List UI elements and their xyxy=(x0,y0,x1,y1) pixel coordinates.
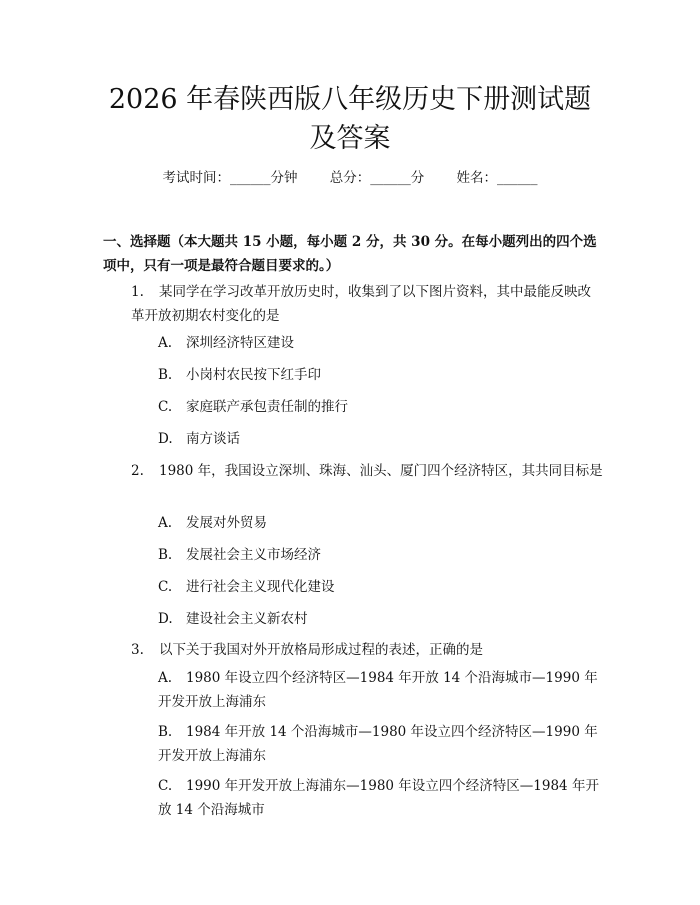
exam-time-field: 考试时间：______分钟 xyxy=(162,170,298,186)
option-2c: C. 进行社会主义现代化建设 xyxy=(158,579,335,595)
option-2a: A. 发展对外贸易 xyxy=(158,515,267,531)
option-1d: D. 南方谈话 xyxy=(158,431,240,447)
question-number: 3. xyxy=(131,642,144,658)
exam-meta xyxy=(0,168,700,188)
student-name-field: 姓名：______ xyxy=(456,170,538,186)
option-1b: B. 小岗村农民按下红手印 xyxy=(158,367,321,383)
option-1c: C. 家庭联产承包责任制的推行 xyxy=(158,399,348,415)
question-stem: 1980 年，我国设立深圳、珠海、汕头、厦门四个经济特区，其共同目标是 xyxy=(159,463,603,479)
question-2 xyxy=(103,459,603,483)
option-2d: D. 建设社会主义新农村 xyxy=(158,611,308,627)
total-score-field: 总分：______分 xyxy=(329,170,425,186)
option-1a: A. 深圳经济特区建设 xyxy=(158,335,294,351)
section-heading: 一、选择题（本大题共 15 小题，每小题 2 分，共 30 分。在每小题列出的四个选项中，只有一项是最符合题目要求的。） xyxy=(103,234,597,274)
option-3b: B. 1984 年开放 14 个沿海城市—1980 年设立四个经济特区—1990 年开发开放上海浦东 xyxy=(158,724,598,764)
question-stem: 某同学在学习改革开放历史时，收集到了以下图片资料，其中最能反映改革开放初期农村变化的是 xyxy=(131,284,591,324)
option-2b: B. 发展社会主义市场经济 xyxy=(158,547,321,563)
option-3a: A. 1980 年设立四个经济特区—1984 年开放 14 个沿海城市—1990 年开发开放上海浦东 xyxy=(158,670,598,710)
question-3 xyxy=(103,638,603,662)
question-1 xyxy=(103,280,603,328)
question-number: 2. xyxy=(131,463,144,479)
option-3c: C. 1990 年开发开放上海浦东—1980 年设立四个经济特区—1984 年开放 14 个沿海城市 xyxy=(158,778,599,818)
question-number: 1. xyxy=(131,284,144,300)
question-stem: 以下关于我国对外开放格局形成过程的表述，正确的是 xyxy=(159,642,483,658)
document-title: 2026 年春陕西版八年级历史下册测试题及答案 xyxy=(108,84,592,154)
